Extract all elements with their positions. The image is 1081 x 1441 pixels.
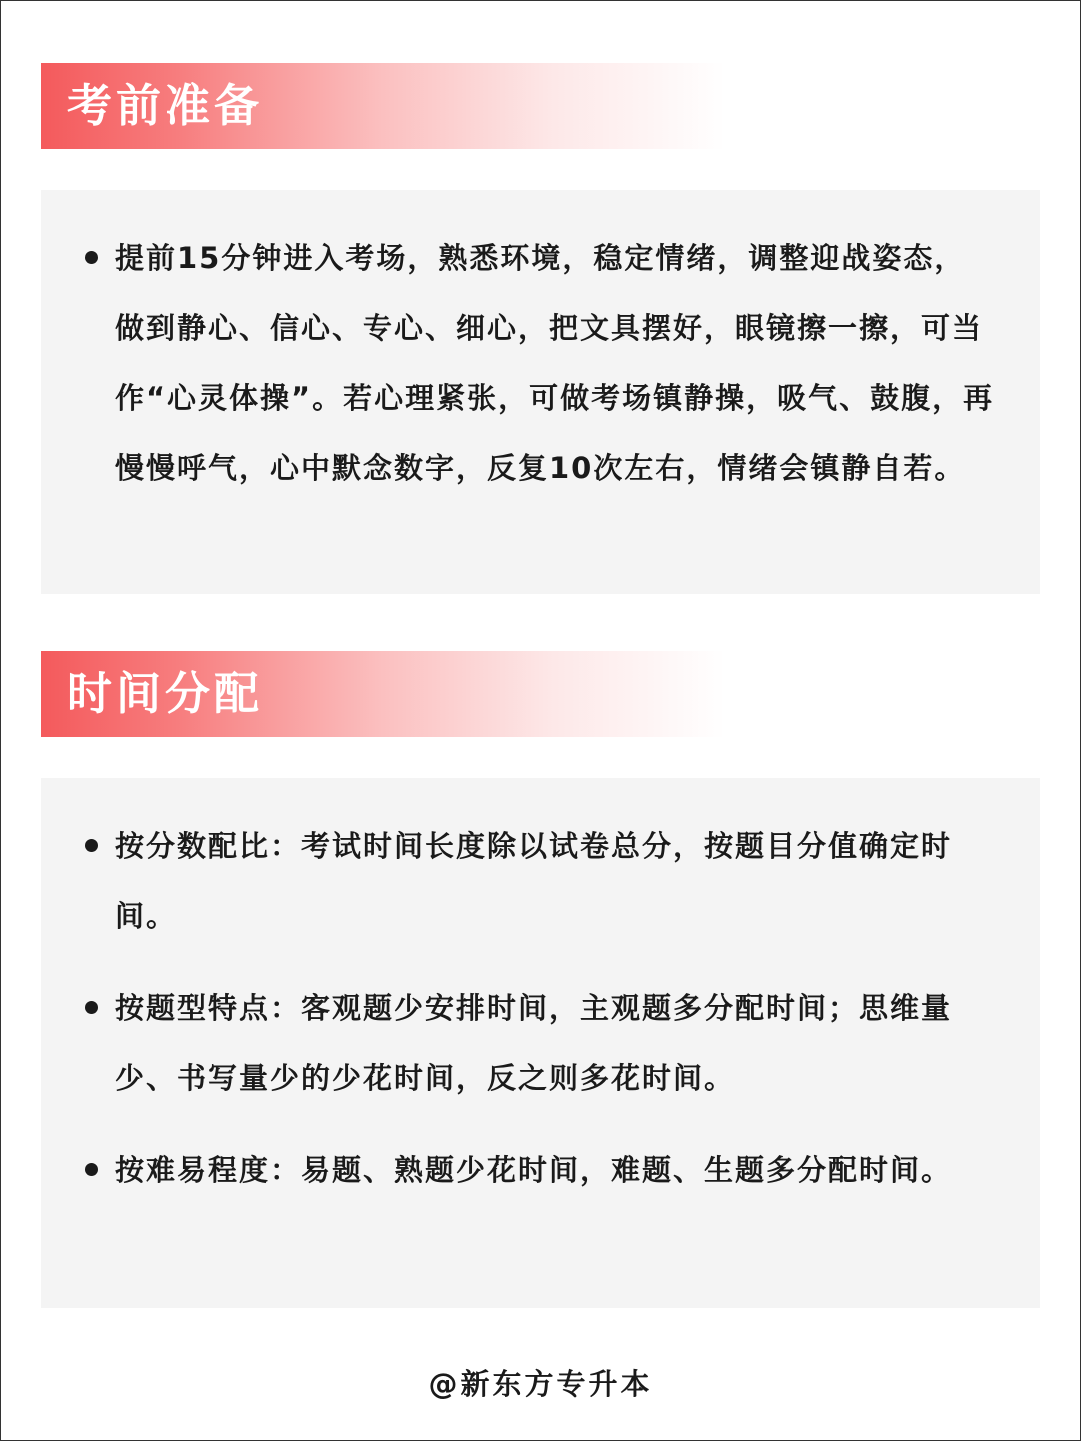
content-box-exam-prep xyxy=(41,190,1040,594)
section-title: 时间分配 xyxy=(67,667,264,720)
bullet-icon xyxy=(85,1001,98,1014)
content-box-time-allocation xyxy=(41,778,1040,1308)
list-item-text: 按难易程度：易题、熟题少花时间，难题、生题多分配时间。 xyxy=(115,1153,953,1187)
section-title: 考前准备 xyxy=(67,79,264,132)
list-item-text: 按题型特点：客观题少安排时间，主观题多分配时间；思维量少、书写量少的少花时间，反之则多花时间。 xyxy=(115,991,953,1095)
list-item xyxy=(115,1135,995,1205)
footer-credit: @新东方专升本 xyxy=(428,1367,653,1401)
section-header-time-allocation xyxy=(41,651,725,737)
list-item-text: 提前15分钟进入考场，熟悉环境，稳定情绪，调整迎战姿态，做到静心、信心、专心、细心，把文具摆好，眼镜擦一擦，可当作“心灵体操”。若心理紧张，可做考场镇静操，吸气、鼓腹，再慢慢呼气，心中默念数字，反复10次左右，情绪会镇静自若。 xyxy=(115,241,995,485)
bullet-icon xyxy=(85,251,98,264)
list-item-text: 按分数配比：考试时间长度除以试卷总分，按题目分值确定时间。 xyxy=(115,829,953,933)
section-header-exam-prep xyxy=(41,63,725,149)
list-item xyxy=(115,223,995,503)
bullet-icon xyxy=(85,839,98,852)
list-item xyxy=(115,811,995,951)
list-item xyxy=(115,973,995,1113)
bullet-icon xyxy=(85,1163,98,1176)
